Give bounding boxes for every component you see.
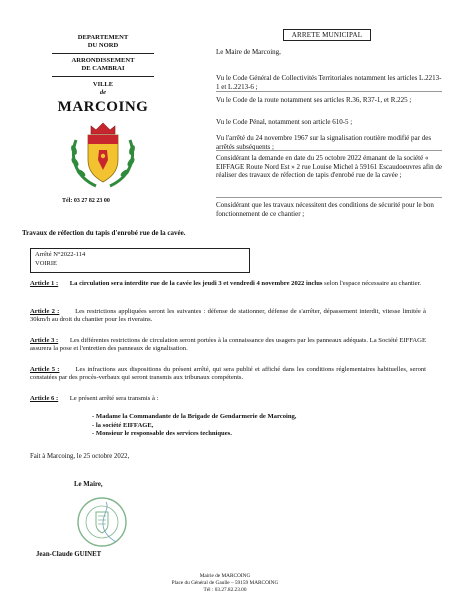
article-text: Les différentes restrictions de circulation seront portées à la connaissance des usagers par les panneaux adéquats. La Société EIFFAGE assurera la pose et l'entretien des panneaux de signalisation. — [30, 337, 426, 353]
preamble-vu-code-route — [216, 96, 442, 105]
preamble-line: Le Maire de Marcoing, — [216, 48, 281, 56]
footer-line: Mairie de MARCOING — [199, 573, 251, 579]
preamble-considerant-securite — [216, 201, 442, 218]
telephone-number: Tél: 03 27 82 23 00 — [62, 198, 110, 204]
article-5 — [30, 366, 426, 383]
ville-label: VILLE — [92, 81, 114, 88]
divider — [216, 91, 442, 92]
preamble-line: Considérant que les travaux nécessitent des conditions de sécurité pour le bon fonctionnement de ce chantier ; — [216, 201, 434, 218]
footer-line: Place du Général de Gaulle – 59159 MARCOING — [171, 580, 279, 586]
arrondissement-line-2: DE CAMBRAI — [81, 65, 125, 72]
article-label: Article 6 : — [30, 395, 59, 402]
divider — [216, 197, 442, 198]
divider — [52, 53, 154, 54]
article-text: selon l'espace nécessaire au chantier. — [322, 280, 422, 287]
subject-suffix: . — [183, 229, 186, 237]
department-line-2: DU NORD — [87, 42, 119, 49]
article-text: Le présent arrêté sera transmis à : — [69, 395, 159, 402]
divider — [216, 150, 442, 151]
preamble-considerant-demande — [216, 154, 442, 180]
recipient-item: - Madame la Commandante de la Brigade de Gendarmerie de Marcoing, — [92, 413, 297, 420]
article-3 — [30, 337, 426, 354]
arrete-category: VOIRIE — [35, 260, 58, 267]
ville-de: de — [99, 89, 107, 96]
preamble-line: Vu le Code de la route notamment ses articles R.36, R37-1, et R.225 ; — [216, 96, 412, 104]
divider — [52, 76, 154, 77]
article-1 — [30, 280, 426, 288]
signer-name: Jean-Claude GUINET — [36, 551, 102, 558]
preamble-vu-code-penal — [216, 118, 442, 127]
preamble-line: Considérant la demande en date du 25 octobre 2022 émanant de la société « EIFFAGE Route Nord Est » 2 rue Louise Michel à 59161 Escaudoeuvres afin de réaliser des travaux de réfection de tapis d'enrobé rue de la cavée ; — [216, 154, 442, 179]
department-line-1: DEPARTEMENT — [77, 34, 129, 41]
preamble-mayor — [216, 48, 442, 57]
subject-line — [22, 229, 185, 237]
document-type-box: ARRETE MUNICIPAL — [283, 29, 371, 41]
arrete-number: Arrêté N°2022-114 — [35, 251, 86, 258]
article-label: Article 2 : — [30, 308, 60, 315]
article-label: Article 3 : — [30, 337, 59, 344]
article-2 — [30, 308, 426, 325]
preamble-line: Vu l'arrêté du 24 novembre 1967 sur la signalisation routière modifié par des arrêtés subséquents ; — [216, 134, 432, 151]
recipient-list — [92, 413, 296, 439]
recipient-item: - la société EIFFAGE, — [92, 421, 154, 429]
town-name: MARCOING — [57, 99, 149, 115]
article-bold-text: La circulation sera interdite rue de la cavée les jeudi 3 et vendredi 4 novembre 2022 inclus — [69, 280, 323, 287]
preamble-line: Vu le Code Pénal, notamment son article 610-5 ; — [216, 118, 353, 126]
preamble-line: Vu le Code Général de Collectivités Territoriales notamment les articles L.2213-1 et L.2213-6 ; — [216, 74, 442, 91]
footer-line: Tél : 03.27.82.23.00 — [203, 587, 247, 593]
subject-bold: tapis d'enrobé rue de la cavée — [95, 229, 184, 237]
recipient-item: - Monsieur le responsable des services techniques. — [92, 430, 232, 438]
article-text: Les infractions aux dispositions du présent arrêté, qui sera publié et affiché dans les conditions réglementaires habituelles, seront constatées par des procès-verbaux qui seront transmis aux tribunaux compétents. — [30, 366, 426, 382]
arrete-reference-box — [30, 248, 250, 273]
place-and-date: Fait à Marcoing, le 25 octobre 2022, — [30, 453, 130, 460]
article-6 — [30, 395, 426, 403]
town-crest-icon — [66, 120, 140, 192]
signer-title: Le Maire, — [74, 481, 103, 488]
footer — [0, 573, 450, 594]
arrondissement-line-1: ARRONDISSEMENT — [71, 57, 135, 64]
official-stamp-icon — [76, 496, 128, 548]
preamble-vu-arrete — [216, 134, 442, 151]
letterhead — [44, 34, 162, 204]
article-text: Les restrictions appliquées seront les suivantes : défense de stationner, défense de s'arrêter, dépassement interdit, vitesse limitée à 30km/h au droit du chantier pour les riverains. — [30, 308, 426, 324]
subject-prefix: Travaux de réfection du — [22, 229, 96, 237]
preamble-vu-cgct — [216, 74, 442, 91]
article-label: Article 1 : — [30, 280, 59, 287]
article-label: Article 5 : — [30, 366, 60, 373]
